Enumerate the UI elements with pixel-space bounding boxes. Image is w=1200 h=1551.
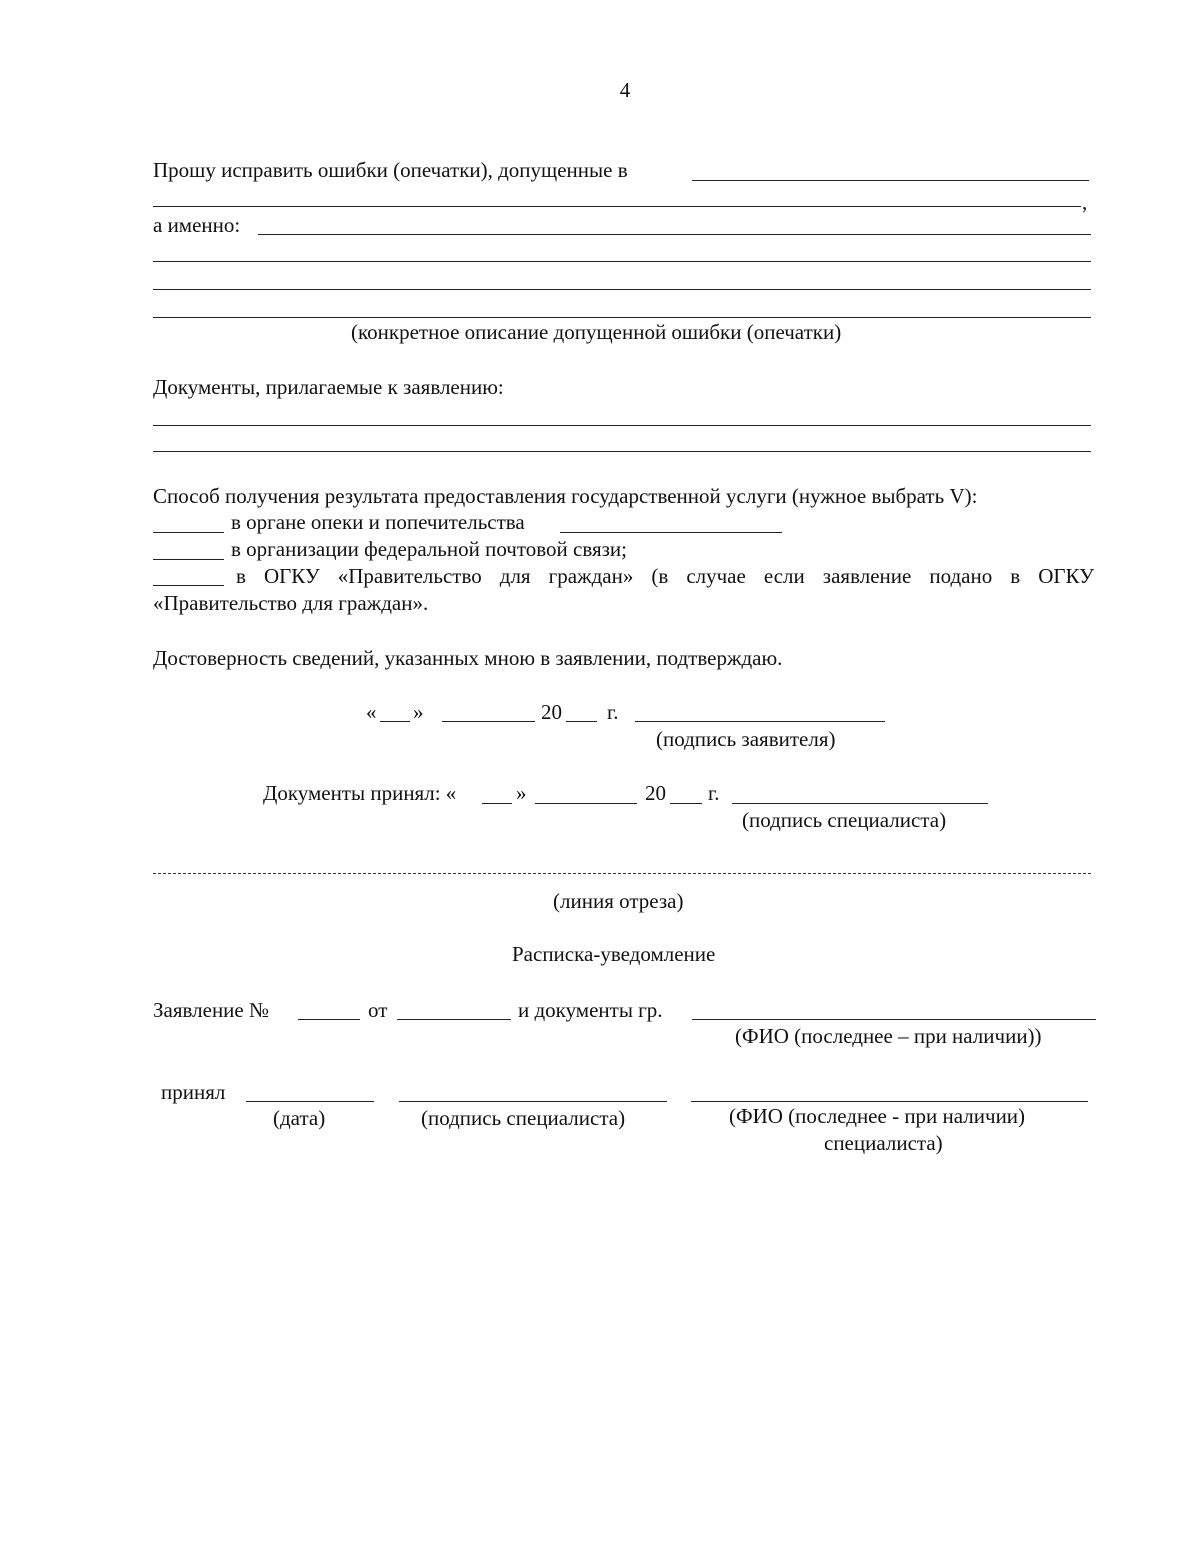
accepted-day-field[interactable] (482, 803, 512, 804)
correction-intro: Прошу исправить ошибки (опечатки), допущенные в (153, 158, 628, 182)
receipt-signature-field[interactable] (399, 1101, 667, 1102)
comma-mark: , (1082, 190, 1088, 214)
error-description-line-3[interactable] (153, 289, 1091, 290)
documents-citizen-label: и документы гр. (518, 998, 663, 1022)
attachments-line-2[interactable] (153, 451, 1091, 452)
specialist-fio-field[interactable] (691, 1101, 1088, 1102)
delivery-option-3-label-continued: «Правительство для граждан». (153, 591, 429, 615)
applicant-year-prefix: 20 (541, 700, 562, 724)
error-description-line-2[interactable] (153, 261, 1091, 262)
accepted-year-suffix: г. (708, 781, 720, 805)
applicant-year-suffix: г. (607, 700, 619, 724)
error-description-line-1[interactable] (258, 234, 1091, 235)
applicant-year-field[interactable] (566, 721, 597, 722)
delivery-option-2-checkbox[interactable] (153, 559, 224, 560)
guardianship-authority-field[interactable] (560, 532, 782, 533)
applicant-month-field[interactable] (442, 721, 535, 722)
specialist-fio-caption-continued: специалиста) (824, 1131, 943, 1155)
statement-from-label: от (368, 998, 388, 1022)
delivery-option-1-label: в органе опеки и попечительства (231, 510, 525, 534)
confirmation-text: Достоверность сведений, указанных мною в заявлении, подтверждаю. (153, 646, 783, 670)
correction-document-field-continued[interactable] (153, 206, 1081, 207)
applicant-day-field[interactable] (380, 721, 410, 722)
accepted-signature-field[interactable] (732, 803, 988, 804)
citizen-fio-field[interactable] (692, 1019, 1096, 1020)
error-description-line-4[interactable] (153, 317, 1091, 318)
page-number: 4 (619, 78, 631, 102)
receipt-date-field[interactable] (246, 1101, 374, 1102)
accepted-by-label: принял (161, 1080, 226, 1104)
namely-label: а именно: (153, 213, 241, 237)
accepted-signature-caption: (подпись специалиста) (742, 808, 947, 832)
error-description-caption: (конкретное описание допущенной ошибки (опечатки) (351, 320, 842, 344)
specialist-fio-caption: (ФИО (последнее - при наличии) (729, 1104, 1026, 1128)
cut-line-caption: (линия отреза) (553, 889, 684, 913)
receipt-date-caption: (дата) (273, 1106, 326, 1130)
accepted-label: Документы принял: « (263, 781, 457, 805)
applicant-quote-close: » (413, 700, 424, 724)
cut-line (153, 873, 1091, 874)
applicant-quote-open: « (366, 700, 377, 724)
attachments-line-1[interactable] (153, 425, 1091, 426)
receipt-title: Расписка-уведомление (512, 942, 716, 966)
correction-document-field[interactable] (692, 180, 1089, 181)
accepted-year-field[interactable] (670, 803, 702, 804)
delivery-option-3-label: в ОГКУ «Правительство для граждан» (в случае если заявление подано в ОГКУ (236, 564, 1094, 588)
citizen-fio-caption: (ФИО (последнее – при наличии)) (735, 1024, 1042, 1048)
applicant-signature-caption: (подпись заявителя) (656, 727, 836, 751)
accepted-quote-close: » (516, 781, 527, 805)
statement-number-field[interactable] (298, 1019, 360, 1020)
applicant-signature-field[interactable] (635, 721, 885, 722)
statement-date-field[interactable] (397, 1019, 511, 1020)
attachments-label: Документы, прилагаемые к заявлению: (153, 375, 504, 399)
delivery-option-3-checkbox[interactable] (153, 585, 224, 586)
accepted-year-prefix: 20 (645, 781, 666, 805)
delivery-option-2-label: в организации федеральной почтовой связи; (231, 537, 628, 561)
statement-number-label: Заявление № (153, 998, 270, 1022)
delivery-option-1-checkbox[interactable] (153, 532, 224, 533)
delivery-heading: Способ получения результата предоставления государственной услуги (нужное выбрать V): (153, 484, 978, 508)
accepted-month-field[interactable] (535, 803, 637, 804)
receipt-signature-caption: (подпись специалиста) (421, 1106, 626, 1130)
